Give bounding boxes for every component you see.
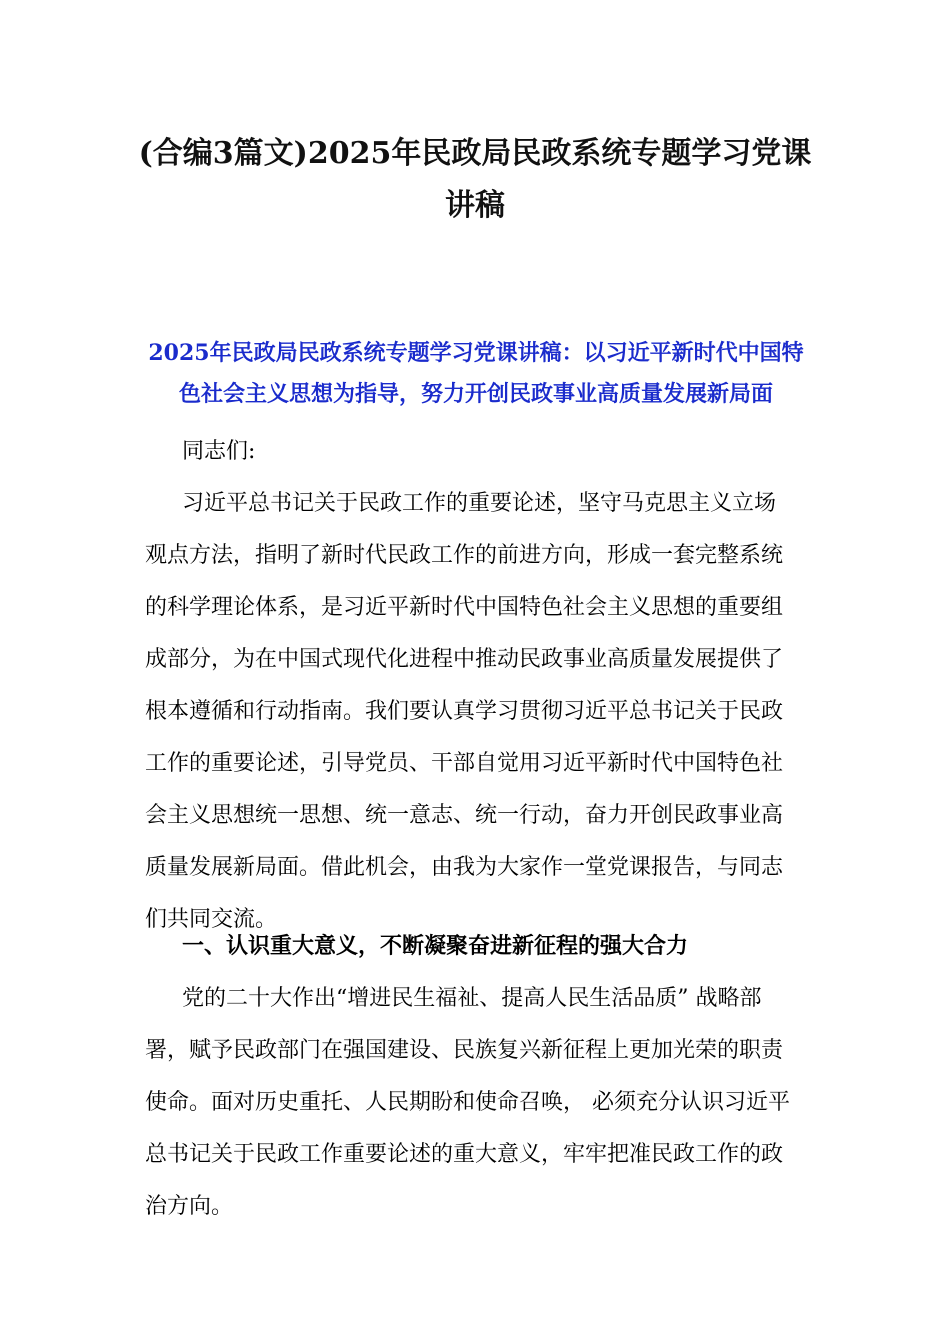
paragraph-1 [145,478,810,946]
section-subtitle [120,333,832,415]
document-title [120,128,830,232]
paragraph-line: 工作的重要论述，引导党员、干部自觉用习近平新时代中国特色社 [145,751,784,776]
paragraph-line: 观点方法，指明了新时代民政工作的前进方向，形成一套完整系统 [145,543,784,568]
paragraph-line: 使命。面对历史重托、人民期盼和使命召唤， 必须充分认识习近平 [145,1090,790,1115]
paragraph-line: 党的二十大作出“增进民生福祉、提高人民生活品质” 战略部 [182,986,762,1011]
title-line: 讲稿 [445,188,505,223]
greeting-text: 同志们: [182,439,256,464]
greeting [145,426,810,478]
paragraph-line: 习近平总书记关于民政工作的重要论述，坚守马克思主义立场 [182,491,777,516]
section-heading-1 [145,920,810,972]
paragraph-line: 署，赋予民政部门在强国建设、民族复兴新征程上更加光荣的职责 [145,1038,784,1063]
paragraph-line: 根本遵循和行动指南。我们要认真学习贯彻习近平总书记关于民政 [145,699,784,724]
paragraph-line: 成部分，为在中国式现代化进程中推动民政事业高质量发展提供了 [145,647,784,672]
paragraph-line: 总书记关于民政工作重要论述的重大意义，牢牢把准民政工作的政 [145,1142,784,1167]
paragraph-line: 们共同交流。 [145,907,278,932]
heading-text: 一、认识重大意义，不断凝聚奋进新征程的强大合力 [182,933,689,959]
subtitle-line: 2025年民政局民政系统专题学习党课讲稿：以习近平新时代中国特 [148,340,804,366]
paragraph-2 [145,973,810,1233]
paragraph-line: 会主义思想统一思想、统一意志、统一行动，奋力开创民政事业高 [145,803,784,828]
paragraph-line: 的科学理论体系，是习近平新时代中国特色社会主义思想的重要组 [145,595,784,620]
title-line: (合编3篇文)2025年民政局民政系统专题学习党课 [138,136,812,171]
subtitle-line: 色社会主义思想为指导，努力开创民政事业高质量发展新局面 [178,381,773,407]
paragraph-line: 治方向。 [145,1194,234,1219]
paragraph-line: 质量发展新局面。借此机会，由我为大家作一堂党课报告，与同志 [145,855,784,880]
